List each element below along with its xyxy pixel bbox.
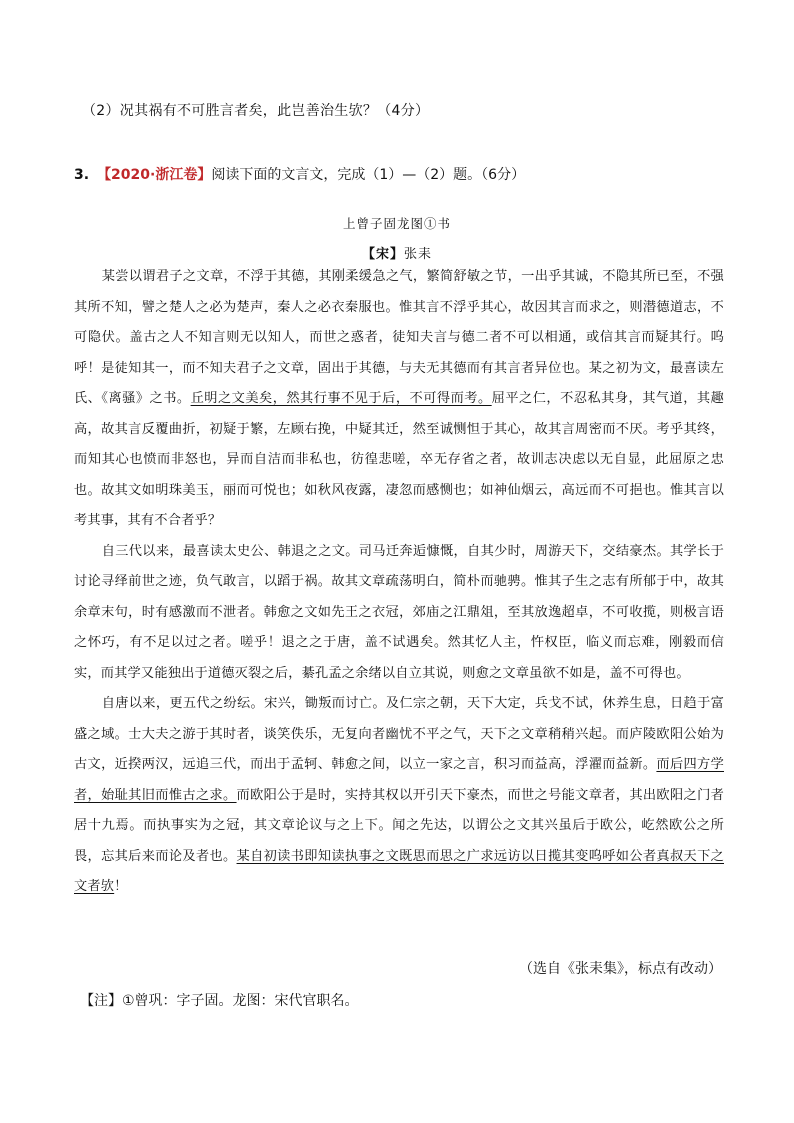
underlined-sentence-1: 丘明之文美矣，然其行事不见于后，不可得而考。 <box>190 391 492 406</box>
question-2: （2）况其祸有不可胜言者矣，此岂善治生欤？（4分） <box>82 103 430 119</box>
question-number: 3. <box>74 167 90 183</box>
passage-author <box>0 243 794 262</box>
question-3-header <box>74 164 525 184</box>
paragraph-1 <box>74 262 724 537</box>
source-note: （选自《张耒集》，标点有改动） <box>519 961 722 977</box>
exam-source: 【2020·浙江卷】 <box>97 167 212 183</box>
passage-title: 上曾子固龙图①书 <box>342 216 451 231</box>
paragraph-3-text-a: 自唐以来，更五代之纷纭。宋兴，锄叛而讨亡。及仁宗之朝，天下大定，兵戈不试，休养生息，日趋于富盛之域。士大夫之游于其时者，谈笑佚乐，无复向者幽忧不平之气，天下之文章稍稍兴起。而庐陵欧阳公始为古文，近揆两汉，远追三代，而出于孟轲、韩愈之间，以立一家之言，积习而益高，浮濯而益新。 <box>74 696 724 772</box>
paragraph-3-text-b: 而欧阳公于是时，实持其权以开引天下豪杰，而世之号能文章者，其出欧阳之门者居十九焉。而执事实为之冠，其文章论议与之上下。闻之先达，以谓公之文其兴虽后于欧公，屹然欧公之所畏，忘其后来而论及者也。 <box>74 787 724 864</box>
paragraph-1-text-b: 屈平之仁，不忍私其身，其气道，其趣高，故其言反覆曲折，初疑于繁，左顾右挽，中疑其迁，然至诚恻怛于其心，故其言周密而不厌。考乎其终，而知其心也愤而非怒也，异而自洁而非私也，彷徨悲嗟，卒无存省之者，故训志决虑以无自显，此屈原之忠也。故其文如明珠美玉，丽而可悦也；如秋风夜露，凄忽而感恻也；如神仙烟云，高远而不可挹也。惟其言以考其事，其有不合者乎？ <box>74 391 725 528</box>
underlined-sentence-3: 某自初读书即知读执事之文既思而思之广求远访以日揽其变呜呼如公者真叔天下之文者欤 <box>74 848 724 894</box>
footnote: 【注】①曾巩：字子固。龙图：宋代官职名。 <box>80 993 359 1009</box>
paragraph-2: 自三代以来，最喜读太史公、韩退之之文。司马迁奔逅慷慨，自其少时，周游天下，交结豪杰。其学长于讨论寻绎前世之迹，负气敢言，以蹈于祸。故其文章疏荡明白，简朴而驰骋。惟其子生之志有所郁于中，故其余章末句，时有感激而不泄者。韩愈之文如先王之衣冠，郊庙之江鼎俎，至其放逸超卓，不可收揽，则极言语之怀巧，有不足以过之者。嗟乎！退之之于唐，盖不试遇矣。然其忆人主，忤权臣，临义而忘难，刚毅而信实，而其学又能独出于道德灭裂之后，綦孔孟之余绪以自立其说，则愈之文章虽欲不如是，盖不可得也。 <box>74 543 724 681</box>
passage-body <box>74 262 724 903</box>
paragraph-3-end: ！ <box>114 879 128 894</box>
paragraph-1-text-a: 某尝以谓君子之文章，不浮于其德，其刚柔缓急之气，繁简舒敏之节，一出乎其诚，不隐其所已至，不强其所不知，譬之楚人之必为楚声，秦人之必衣秦服也。惟其言不浮乎其心，故因其言而求之，则潜德道志，不可隐伏。盖古之人不知言则无以知人，而世之惑者，徒知夫言与德二者不可以相通，或信其言而疑其行。呜呼！是徒知其一，而不知夫君子之文章，固出于其德，与夫无其德而有其言者异位也。某之初为文，最喜读左氏、《离骚》之书。 <box>74 269 724 406</box>
dynasty: 【宋】 <box>361 247 404 262</box>
paragraph-3 <box>74 689 724 903</box>
author-name: 张耒 <box>404 247 433 262</box>
question-prompt: 阅读下面的文言文，完成（1）—（2）题。（6分） <box>211 167 526 183</box>
underlined-sentence-2: 而后四方学者，始耻其旧而惟古之求。 <box>74 757 724 803</box>
